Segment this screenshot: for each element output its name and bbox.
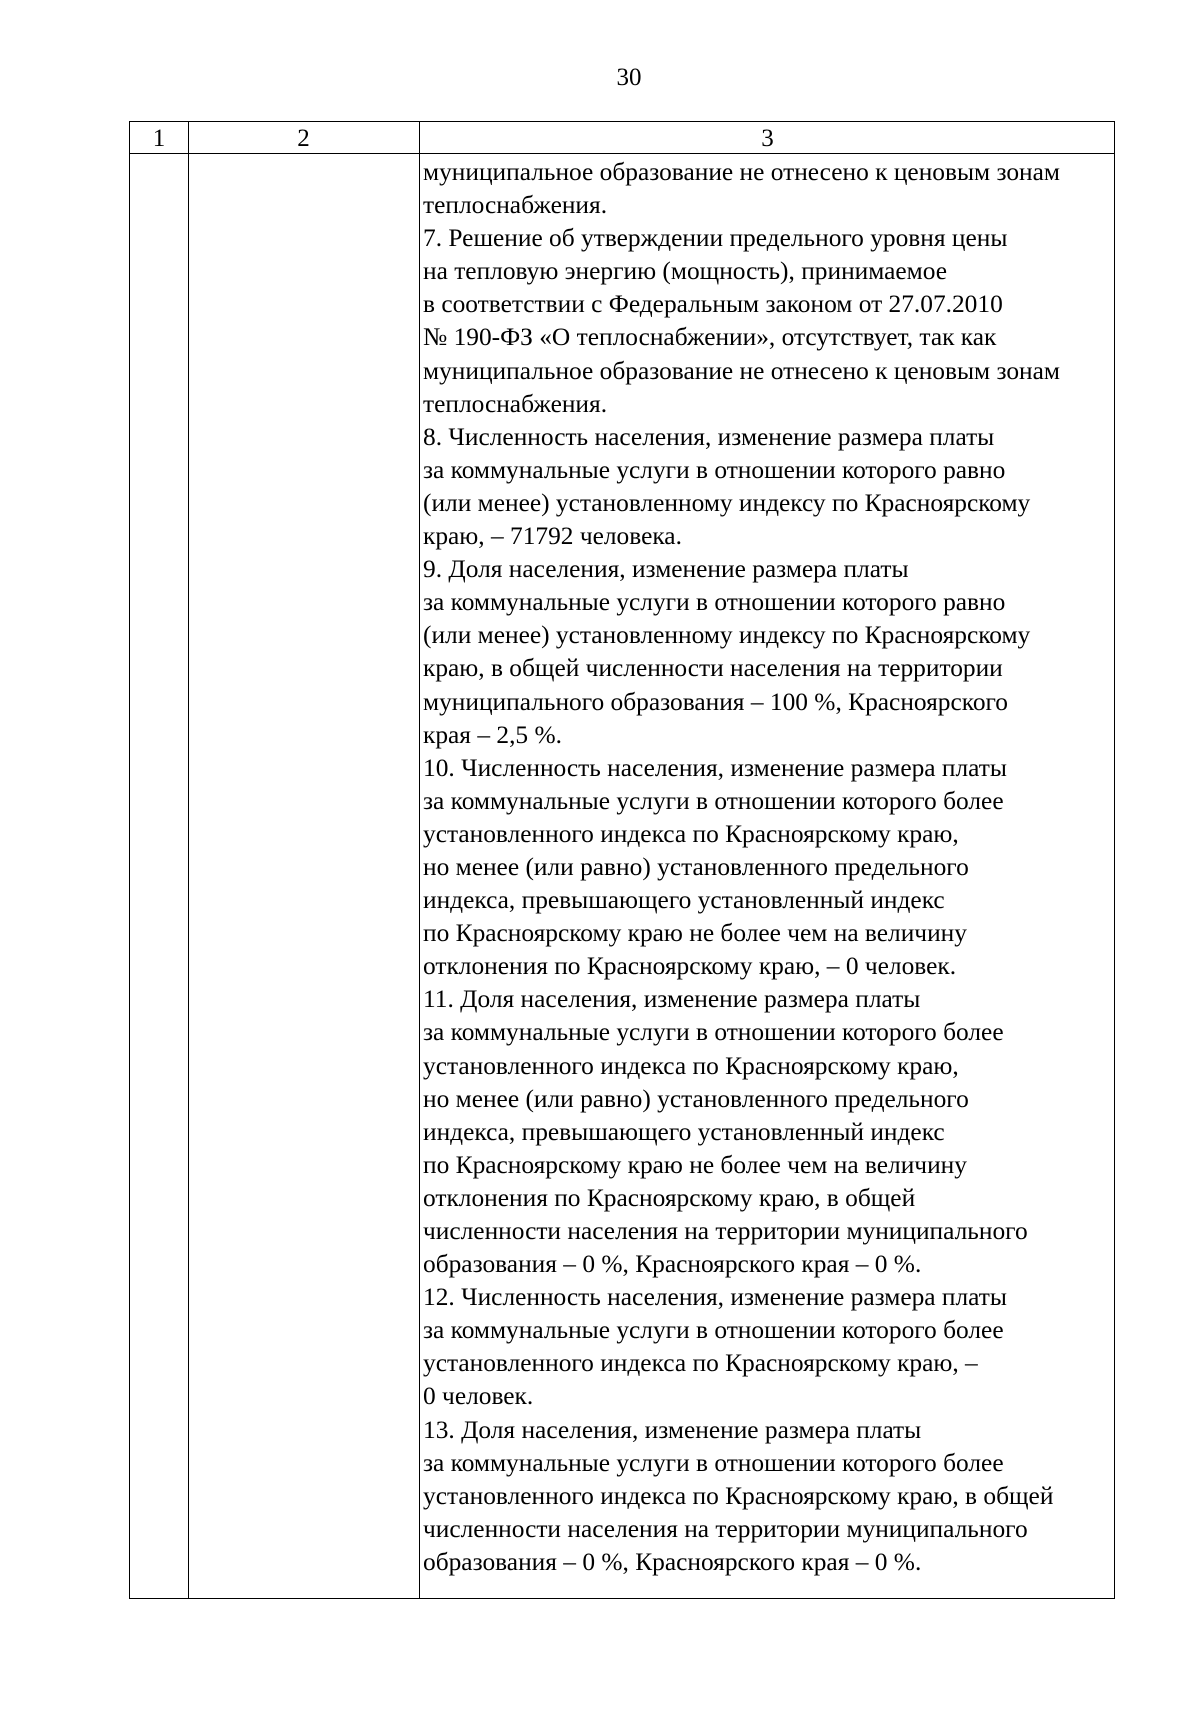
text-line: за коммунальные услуги в отношении которого более	[423, 1316, 1004, 1345]
text-line: в соответствии с Федеральным законом от 27.07.2010	[423, 290, 1003, 319]
text-line: по Красноярскому краю не более чем на величину	[423, 919, 967, 948]
text-line: края – 2,5 %.	[423, 720, 562, 749]
text-line: образования – 0 %, Красноярского края – 0 %.	[423, 1547, 922, 1576]
text-line: теплоснабжения.	[423, 191, 608, 220]
text-line: образования – 0 %, Красноярского края – 0 %.	[423, 1250, 922, 1279]
text-line: но менее (или равно) установленного предельного	[423, 1084, 969, 1113]
text-line: отклонения по Красноярскому краю, – 0 человек.	[423, 952, 957, 981]
text-line: муниципального образования – 100 %, Красноярского	[423, 687, 1008, 716]
text-line: краю, – 71792 человека.	[423, 522, 682, 551]
text-line: 13. Доля населения, изменение размера платы	[423, 1415, 922, 1444]
text-line: индекса, превышающего установленный индекс	[423, 886, 945, 915]
text-line: по Красноярскому краю не более чем на величину	[423, 1150, 967, 1179]
text-line: 0 человек.	[423, 1382, 534, 1411]
text-line: численности населения на территории муниципального	[423, 1217, 1028, 1245]
page-number: 30	[616, 64, 642, 91]
text-line: 11. Доля населения, изменение размера платы	[423, 985, 921, 1014]
text-line: 7. Решение об утверждении предельного уровня цены	[423, 224, 1008, 253]
text-line: 9. Доля населения, изменение размера платы	[423, 555, 909, 584]
text-line: установленного индекса по Красноярскому краю,	[423, 819, 959, 848]
header-divider	[130, 153, 1114, 154]
text-line: (или менее) установленному индексу по Красноярскому	[423, 488, 1031, 517]
text-line: за коммунальные услуги в отношении которого равно	[423, 455, 1006, 484]
text-line: (или менее) установленному индексу по Красноярскому	[423, 621, 1031, 650]
text-line: теплоснабжения.	[423, 389, 608, 418]
text-line: № 190-ФЗ «О теплоснабжении», отсутствует, так как	[423, 323, 997, 352]
text-line: но менее (или равно) установленного предельного	[423, 852, 969, 881]
text-line: краю, в общей численности населения на территории	[423, 654, 1003, 683]
document-table	[129, 121, 1115, 1599]
text-line: 10. Численность населения, изменение размера платы	[423, 753, 1007, 782]
column-header-1: 1	[152, 125, 166, 152]
text-line: установленного индекса по Красноярскому краю, –	[423, 1349, 978, 1378]
column-divider	[419, 122, 420, 1598]
text-line: за коммунальные услуги в отношении которого более	[423, 1018, 1004, 1047]
text-line: численности населения на территории муниципального	[423, 1514, 1028, 1543]
text-line: муниципальное образование не отнесено к ценовым зонам	[423, 158, 1060, 186]
column-divider	[188, 122, 189, 1598]
column-header-2: 2	[297, 125, 310, 152]
column-header-3: 3	[761, 125, 774, 152]
text-line: муниципальное образование не отнесено к ценовым зонам	[423, 356, 1060, 385]
text-line: индекса, превышающего установленный индекс	[423, 1117, 945, 1146]
text-line: за коммунальные услуги в отношении которого более	[423, 1448, 1004, 1477]
text-line: 12. Численность населения, изменение размера платы	[423, 1283, 1007, 1312]
column-3-content	[423, 156, 1113, 1579]
text-line: отклонения по Красноярскому краю, в общей	[423, 1183, 916, 1212]
text-line: 8. Численность населения, изменение размера платы	[423, 422, 995, 451]
text-line: установленного индекса по Красноярскому краю,	[423, 1051, 959, 1080]
text-line: на тепловую энергию (мощность), принимаемое	[423, 257, 948, 286]
text-line: за коммунальные услуги в отношении которого равно	[423, 588, 1006, 617]
text-line: установленного индекса по Красноярскому краю, в общей	[423, 1481, 1054, 1510]
text-line: за коммунальные услуги в отношении которого более	[423, 786, 1004, 815]
